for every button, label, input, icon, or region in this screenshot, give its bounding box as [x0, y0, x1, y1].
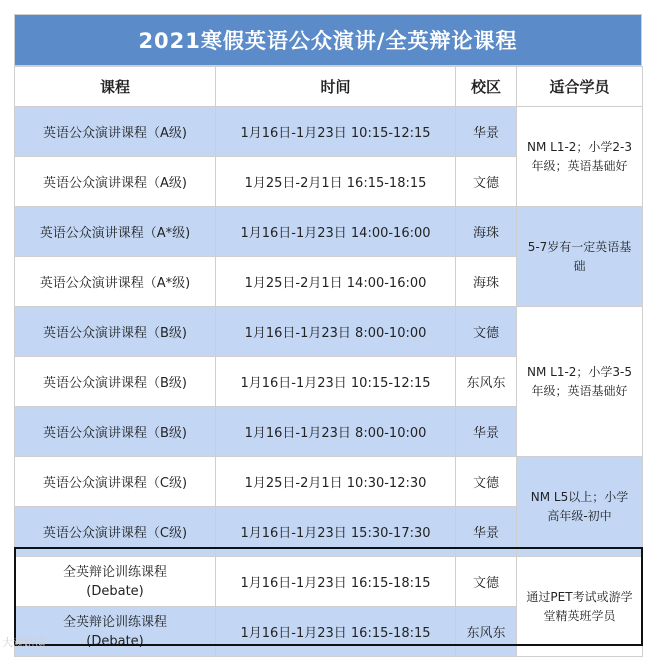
time-cell: 1月16日-1月23日 10:15-12:15 [216, 107, 456, 157]
suitable-line: 年级；英语基础好 [531, 158, 628, 173]
suitable-line: 堂精英班学员 [543, 608, 616, 623]
suitable-line: NM L1-2；小学3-5 [526, 364, 633, 379]
time-cell: 1月16日-1月23日 8:00-10:00 [216, 407, 456, 457]
course-cell: 英语公众演讲课程（A级) [15, 157, 216, 207]
table-row [15, 107, 643, 157]
header-campus: 校区 [456, 67, 517, 107]
suitable-cell [517, 207, 643, 307]
course-line: 全英辩论训练课程 [62, 564, 167, 580]
time-cell: 1月16日-1月23日 16:15-18:15 [216, 557, 456, 607]
time-cell: 1月25日-2月1日 10:30-12:30 [216, 457, 456, 507]
course-cell: 英语公众演讲课程（A*级) [15, 207, 216, 257]
time-cell: 1月16日-1月23日 14:00-16:00 [216, 207, 456, 257]
watermark: 大观路演 [2, 636, 46, 649]
course-cell: 英语公众演讲课程（C级) [15, 507, 216, 557]
time-cell: 1月16日-1月23日 15:30-17:30 [216, 507, 456, 557]
course-cell: 英语公众演讲课程（A级) [15, 107, 216, 157]
campus-cell: 海珠 [456, 257, 517, 307]
campus-cell: 文德 [456, 157, 517, 207]
course-cell: 英语公众演讲课程（B级) [15, 357, 216, 407]
course-line: (Debate) [86, 633, 144, 649]
campus-cell: 文德 [456, 557, 517, 607]
course-cell: 英语公众演讲课程（C级) [15, 457, 216, 507]
suitable-cell [517, 107, 643, 207]
course-cell: 英语公众演讲课程（B级) [15, 307, 216, 357]
table-row [15, 207, 643, 257]
suitable-line: 通过PET考试或游学 [526, 589, 633, 604]
suitable-line: NM L1-2；小学2-3 [526, 139, 633, 154]
course-cell: 英语公众演讲课程（A*级) [15, 257, 216, 307]
page-title: 2021寒假英语公众演讲/全英辩论课程 [14, 14, 642, 66]
course-cell [15, 557, 216, 607]
campus-cell: 文德 [456, 457, 517, 507]
course-line: 全英辩论训练课程 [62, 614, 167, 630]
suitable-cell [517, 457, 643, 557]
suitable-line: 础 [573, 258, 586, 273]
header-row [15, 67, 643, 107]
header-suitable: 适合学员 [517, 67, 643, 107]
campus-cell: 东风东 [456, 607, 517, 657]
suitable-cell [517, 307, 643, 457]
table-row [15, 307, 643, 357]
campus-cell: 华景 [456, 107, 517, 157]
table-row [15, 457, 643, 507]
campus-cell: 华景 [456, 407, 517, 457]
suitable-line: 高年级-初中 [547, 508, 612, 523]
header-time: 时间 [216, 67, 456, 107]
time-cell: 1月25日-2月1日 16:15-18:15 [216, 157, 456, 207]
course-line: (Debate) [86, 583, 144, 599]
campus-cell: 海珠 [456, 207, 517, 257]
suitable-line: 年级；英语基础好 [531, 383, 628, 398]
campus-cell: 文德 [456, 307, 517, 357]
schedule-table [14, 66, 643, 657]
suitable-line: NM L5以上；小学 [530, 489, 629, 504]
course-cell: 英语公众演讲课程（B级) [15, 407, 216, 457]
schedule-container [14, 14, 642, 657]
campus-cell: 华景 [456, 507, 517, 557]
time-cell: 1月25日-2月1日 14:00-16:00 [216, 257, 456, 307]
time-cell: 1月16日-1月23日 10:15-12:15 [216, 357, 456, 407]
header-course: 课程 [15, 67, 216, 107]
campus-cell: 东风东 [456, 357, 517, 407]
time-cell: 1月16日-1月23日 16:15-18:15 [216, 607, 456, 657]
suitable-line: 5-7岁有一定英语基 [527, 239, 632, 254]
table-row [15, 557, 643, 607]
time-cell: 1月16日-1月23日 8:00-10:00 [216, 307, 456, 357]
suitable-cell [517, 557, 643, 657]
